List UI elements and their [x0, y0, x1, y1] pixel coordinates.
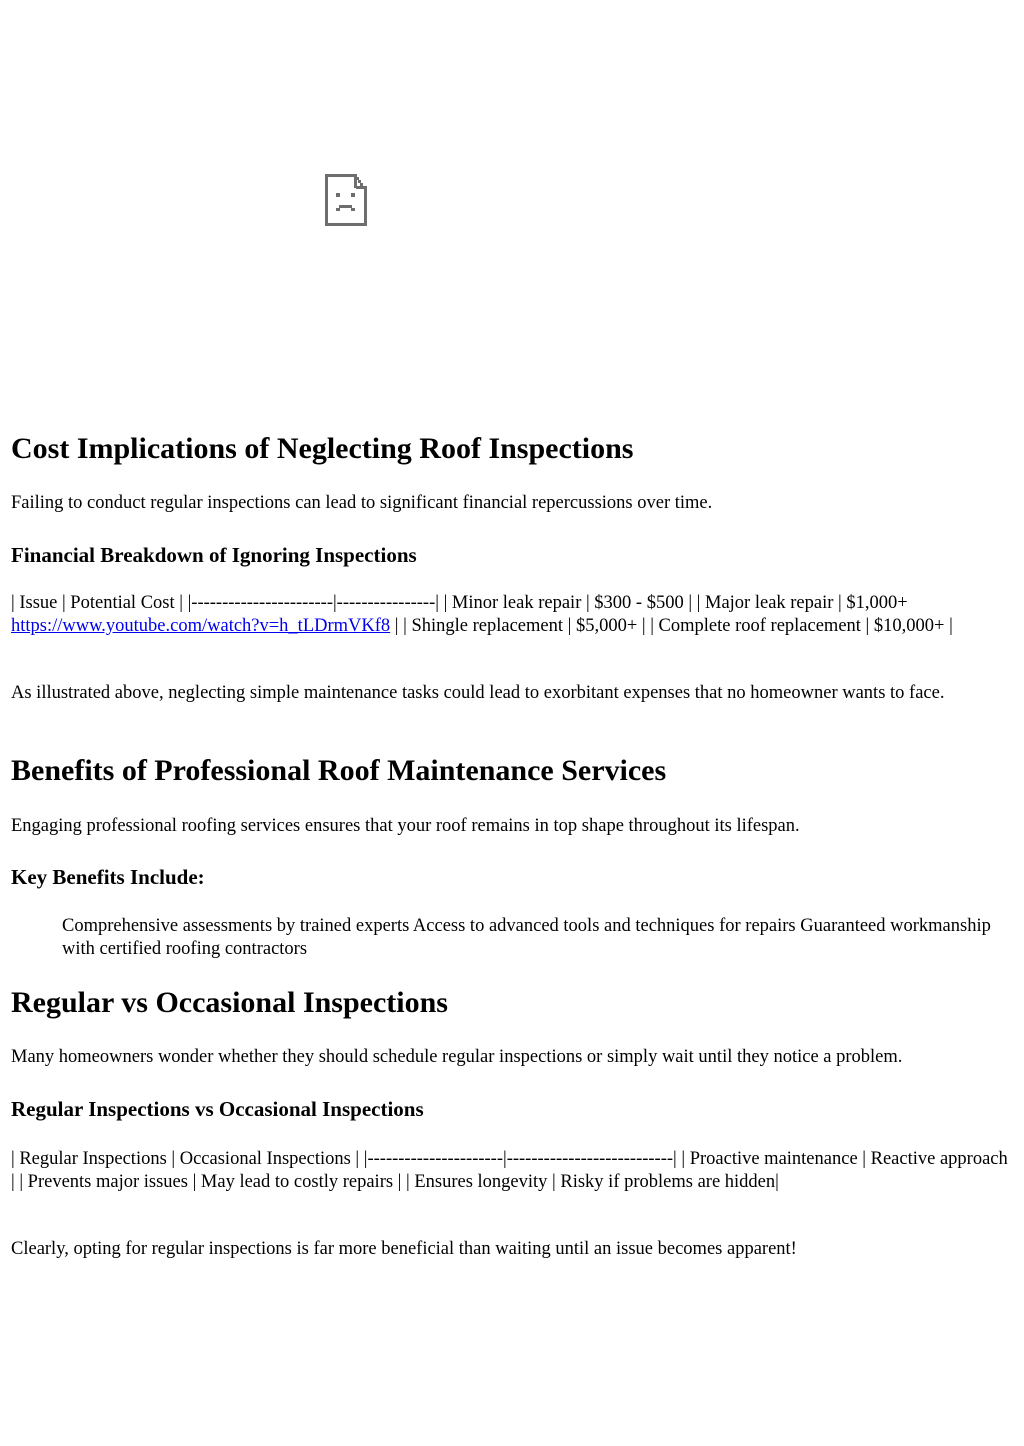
subheading-financial-breakdown: Financial Breakdown of Ignoring Inspections [11, 543, 417, 567]
section-heading-cost: Cost Implications of Neglecting Roof Inspections [11, 432, 634, 465]
cost-table-text [11, 592, 1013, 638]
benefits-list: Comprehensive assessments by trained experts Access to advanced tools and techniques for repairs Guaranteed workmanship with certified roofing contractors [62, 916, 991, 959]
regular-conclusion: Clearly, opting for regular inspections is far more beneficial than waiting until an issue becomes apparent! [11, 1239, 797, 1259]
regular-table-text: | Regular Inspections | Occasional Inspections | |----------------------|---------------------------| | Proactive maintenance | Reactive approach | | Prevents major issues | May lead to costly repairs | | Ensures longevity | Risky if problems are hidden| [11, 1149, 1008, 1192]
section-heading-benefits: Benefits of Professional Roof Maintenance Services [11, 754, 667, 787]
section-heading-regular: Regular vs Occasional Inspections [11, 986, 448, 1019]
cost-intro: Failing to conduct regular inspections can lead to significant financial repercussions over time. [11, 493, 713, 513]
cost-table-text-before: | Issue | Potential Cost | |-----------------------|----------------| | Minor leak repair | $300 - $500 | | Major leak repair | $1,000+ [11, 593, 908, 613]
cost-table-text-after: | | Shingle replacement | $5,000+ | | Complete roof replacement | $10,000+ | [390, 616, 953, 636]
subheading-key-benefits: Key Benefits Include: [11, 865, 205, 889]
subheading-regular-vs-occasional: Regular Inspections vs Occasional Inspections [11, 1097, 424, 1121]
benefits-intro: Engaging professional roofing services ensures that your roof remains in top shape throughout its lifespan. [11, 816, 800, 836]
broken-image-icon [325, 172, 381, 228]
cost-conclusion: As illustrated above, neglecting simple maintenance tasks could lead to exorbitant expenses that no homeowner wants to face. [11, 683, 945, 703]
youtube-link[interactable]: https://www.youtube.com/watch?v=h_tLDrmVKf8 [11, 616, 391, 636]
regular-intro: Many homeowners wonder whether they should schedule regular inspections or simply wait until they notice a problem. [11, 1047, 903, 1067]
